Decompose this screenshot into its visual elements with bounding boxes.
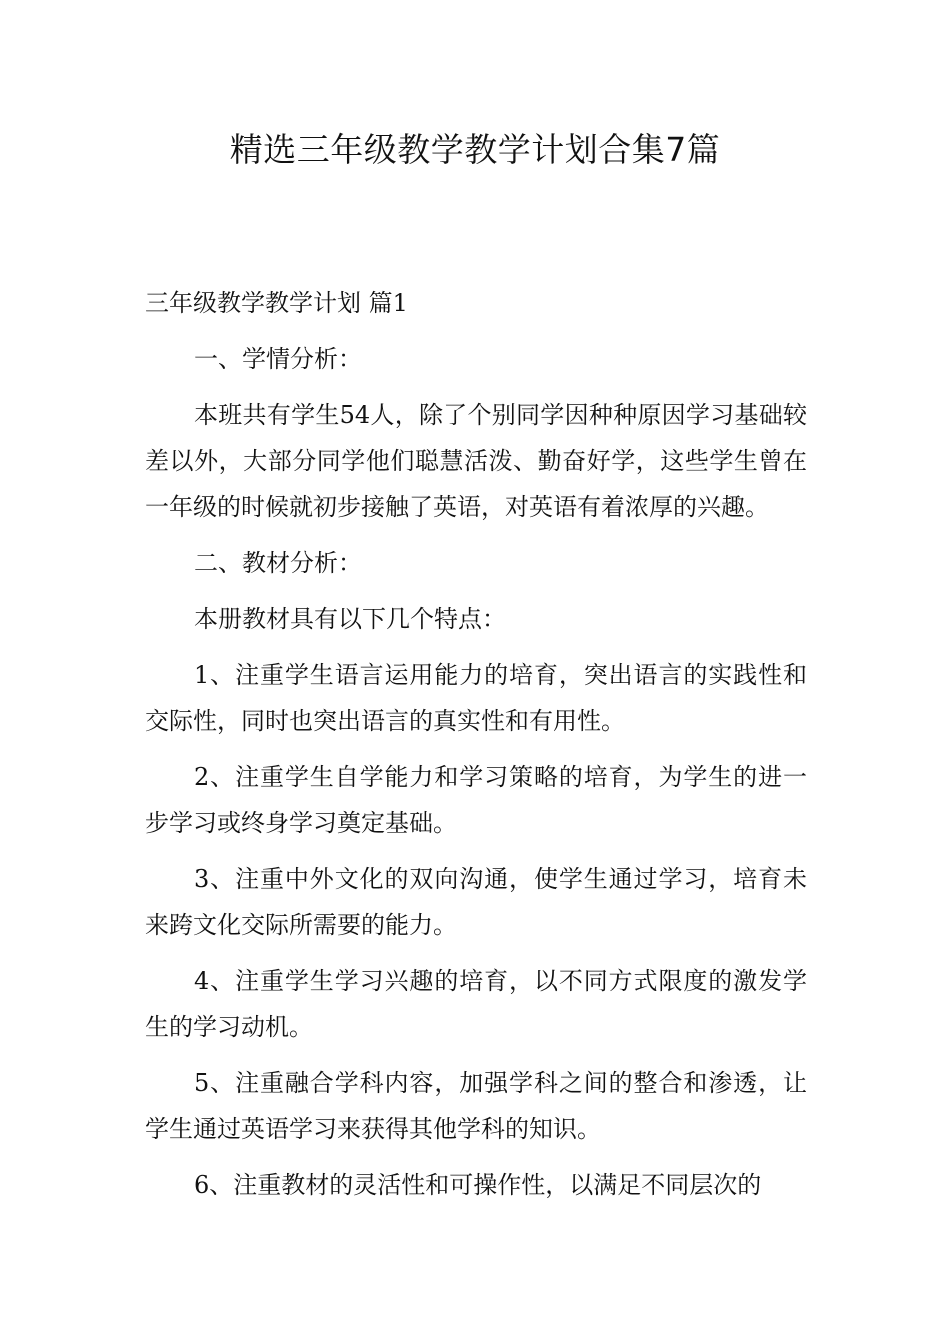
document-body: [145, 280, 807, 1218]
paragraph-textbook-features-intro: 本册教材具有以下几个特点：: [194, 605, 506, 633]
section-heading: 三年级教学教学计划 篇1: [145, 289, 408, 317]
paragraph-feature-1: 1、注重学生语言运用能力的培育，突出语言的实践性和交际性，同时也突出语言的真实性和有用性。: [145, 661, 807, 735]
paragraph-textbook-analysis-heading: 二、教材分析：: [194, 549, 362, 577]
paragraph-feature-2: 2、注重学生自学能力和学习策略的培育，为学生的进一步学习或终身学习奠定基础。: [145, 763, 807, 837]
paragraph-learning-analysis-heading: 一、学情分析：: [194, 345, 362, 373]
paragraph-feature-4: 4、注重学生学习兴趣的培育，以不同方式限度的激发学生的学习动机。: [145, 967, 807, 1041]
document-title: 精选三年级教学教学计划合集7篇: [229, 130, 721, 169]
paragraph-class-description: 本班共有学生54人，除了个别同学因种种原因学习基础较差以外，大部分同学他们聪慧活泼、勤奋好学，这些学生曾在一年级的时候就初步接触了英语，对英语有着浓厚的兴趣。: [145, 401, 807, 521]
paragraph-feature-5: 5、注重融合学科内容，加强学科之间的整合和渗透，让学生通过英语学习来获得其他学科的知识。: [145, 1069, 807, 1143]
paragraph-feature-6: 6、注重教材的灵活性和可操作性，以满足不同层次的: [194, 1171, 762, 1199]
paragraph-feature-3: 3、注重中外文化的双向沟通，使学生通过学习，培育未来跨文化交际所需要的能力。: [145, 865, 807, 939]
